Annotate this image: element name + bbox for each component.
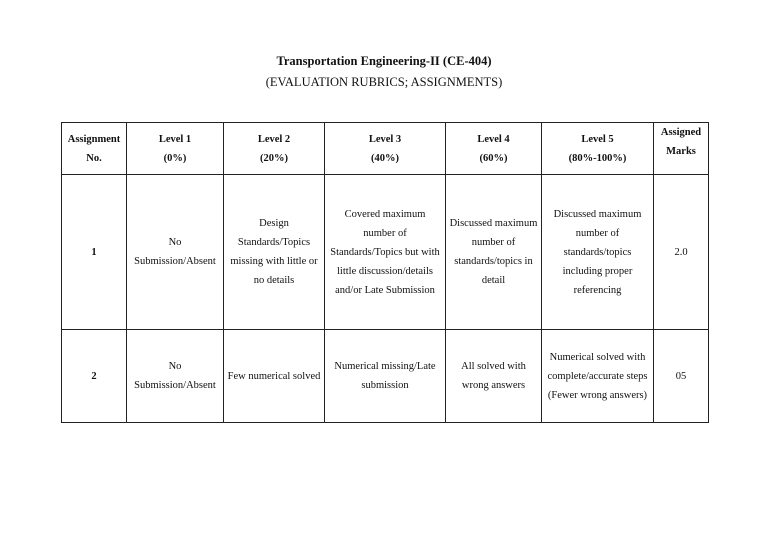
header-level-3: Level 3 (40%) [325,123,446,175]
header-assignment-no: Assignment No. [62,123,127,175]
table-header-row [62,123,709,175]
cell-level-5: Discussed maximum number of standards/topics including proper referencing [542,175,654,330]
cell-level-5: Numerical solved with complete/accurate steps (Fewer wrong answers) [542,330,654,423]
cell-level-4: Discussed maximum number of standards/topics in detail [446,175,542,330]
cell-level-4: All solved with wrong answers [446,330,542,423]
table-row [62,175,709,330]
header-level-1: Level 1 (0%) [127,123,224,175]
cell-level-1: No Submission/Absent [127,175,224,330]
rubric-table [61,122,709,423]
cell-level-3: Numerical missing/Late submission [325,330,446,423]
document-title: Transportation Engineering-II (CE-404) [276,54,492,68]
header-assigned-marks: Assigned Marks [654,123,709,175]
assignment-number: 1 [62,175,127,330]
assignment-number: 2 [62,330,127,423]
cell-level-1: No Submission/Absent [127,330,224,423]
header-level-2: Level 2 (20%) [224,123,325,175]
document-subtitle: (EVALUATION RUBRICS; ASSIGNMENTS) [265,75,503,89]
cell-level-2: Few numerical solved [224,330,325,423]
cell-assigned-marks: 05 [654,330,709,423]
cell-level-3: Covered maximum number of Standards/Topics but with little discussion/details and/or Late Submission [325,175,446,330]
header-level-5: Level 5 (80%-100%) [542,123,654,175]
table-row [62,330,709,423]
cell-level-2: Design Standards/Topics missing with little or no details [224,175,325,330]
header-level-4: Level 4 (60%) [446,123,542,175]
cell-assigned-marks: 2.0 [654,175,709,330]
